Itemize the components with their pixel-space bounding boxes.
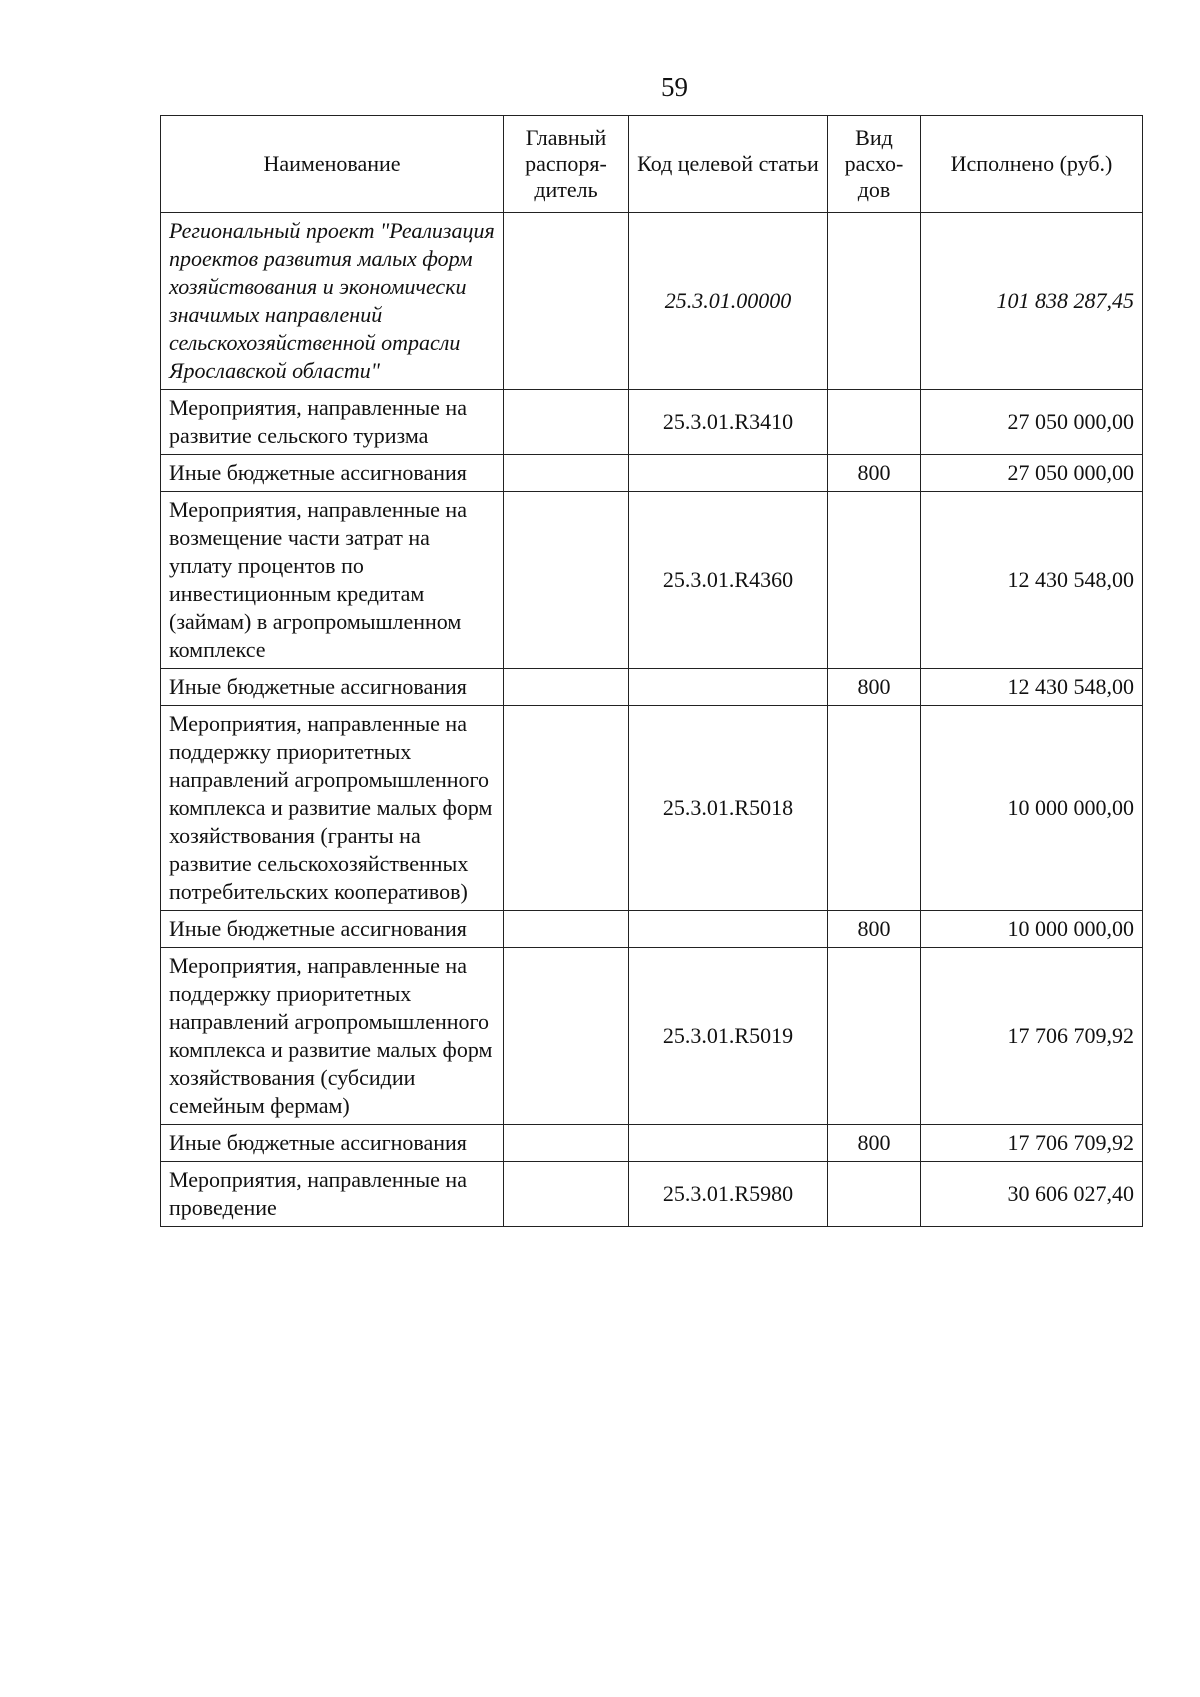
row-amount: 12 430 548,00 (921, 492, 1143, 669)
row-kind: 800 (828, 455, 921, 492)
row-manager (504, 706, 629, 911)
row-amount: 12 430 548,00 (921, 669, 1143, 706)
table-row (161, 390, 1143, 455)
row-name: Иные бюджетные ассигнования (161, 455, 504, 492)
row-manager (504, 213, 629, 390)
row-code: 25.3.01.R3410 (629, 390, 828, 455)
row-amount: 10 000 000,00 (921, 706, 1143, 911)
row-name: Иные бюджетные ассигнования (161, 911, 504, 948)
row-code: 25.3.01.00000 (629, 213, 828, 390)
table-row (161, 911, 1143, 948)
row-kind (828, 1162, 921, 1227)
row-amount: 17 706 709,92 (921, 1125, 1143, 1162)
row-manager (504, 492, 629, 669)
row-code (629, 911, 828, 948)
row-manager (504, 1162, 629, 1227)
row-name: Региональный проект "Реализация проектов развития малых форм хозяйствования и экономически значимых направлений сельскохозяйственной отрасли Ярославской области" (161, 213, 504, 390)
row-manager (504, 1125, 629, 1162)
table-row (161, 455, 1143, 492)
row-kind (828, 706, 921, 911)
row-amount: 17 706 709,92 (921, 948, 1143, 1125)
table-row (161, 1125, 1143, 1162)
row-code: 25.3.01.R5018 (629, 706, 828, 911)
header-code: Код целевой статьи (629, 116, 828, 213)
row-name: Мероприятия, направленные на развитие сельского туризма (161, 390, 504, 455)
row-kind (828, 213, 921, 390)
row-manager (504, 948, 629, 1125)
table-row (161, 1162, 1143, 1227)
row-name: Мероприятия, направленные на проведение (161, 1162, 504, 1227)
row-manager (504, 390, 629, 455)
row-name: Мероприятия, направленные на поддержку приоритетных направлений агропромышленного комплекса и развитие малых форм хозяйствования (гранты на развитие сельскохозяйственных потребительских кооперативов) (161, 706, 504, 911)
header-kind: Вид расхо-дов (828, 116, 921, 213)
row-amount: 10 000 000,00 (921, 911, 1143, 948)
row-amount: 101 838 287,45 (921, 213, 1143, 390)
row-manager (504, 911, 629, 948)
header-manager: Главный распоря-дитель (504, 116, 629, 213)
table-row (161, 669, 1143, 706)
row-code: 25.3.01.R4360 (629, 492, 828, 669)
row-kind: 800 (828, 911, 921, 948)
row-name: Мероприятия, направленные на поддержку приоритетных направлений агропромышленного комплекса и развитие малых форм хозяйствования (субсидии семейным фермам) (161, 948, 504, 1125)
row-code (629, 455, 828, 492)
budget-table (160, 115, 1143, 1227)
row-kind (828, 390, 921, 455)
row-amount: 30 606 027,40 (921, 1162, 1143, 1227)
page-number: 59 (661, 72, 688, 102)
row-name: Иные бюджетные ассигнования (161, 669, 504, 706)
row-name: Мероприятия, направленные на возмещение части затрат на уплату процентов по инвестиционным кредитам (займам) в агропромышленном комплексе (161, 492, 504, 669)
table-row (161, 706, 1143, 911)
table-header-row (161, 116, 1143, 213)
row-kind (828, 492, 921, 669)
row-code: 25.3.01.R5980 (629, 1162, 828, 1227)
table-row (161, 213, 1143, 390)
row-code (629, 1125, 828, 1162)
row-manager (504, 669, 629, 706)
header-name: Наименование (161, 116, 504, 213)
row-amount: 27 050 000,00 (921, 455, 1143, 492)
row-name: Иные бюджетные ассигнования (161, 1125, 504, 1162)
table-row (161, 948, 1143, 1125)
row-kind: 800 (828, 1125, 921, 1162)
row-kind (828, 948, 921, 1125)
row-amount: 27 050 000,00 (921, 390, 1143, 455)
row-code (629, 669, 828, 706)
row-kind: 800 (828, 669, 921, 706)
header-executed: Исполнено (руб.) (921, 116, 1143, 213)
row-manager (504, 455, 629, 492)
row-code: 25.3.01.R5019 (629, 948, 828, 1125)
table-row (161, 492, 1143, 669)
